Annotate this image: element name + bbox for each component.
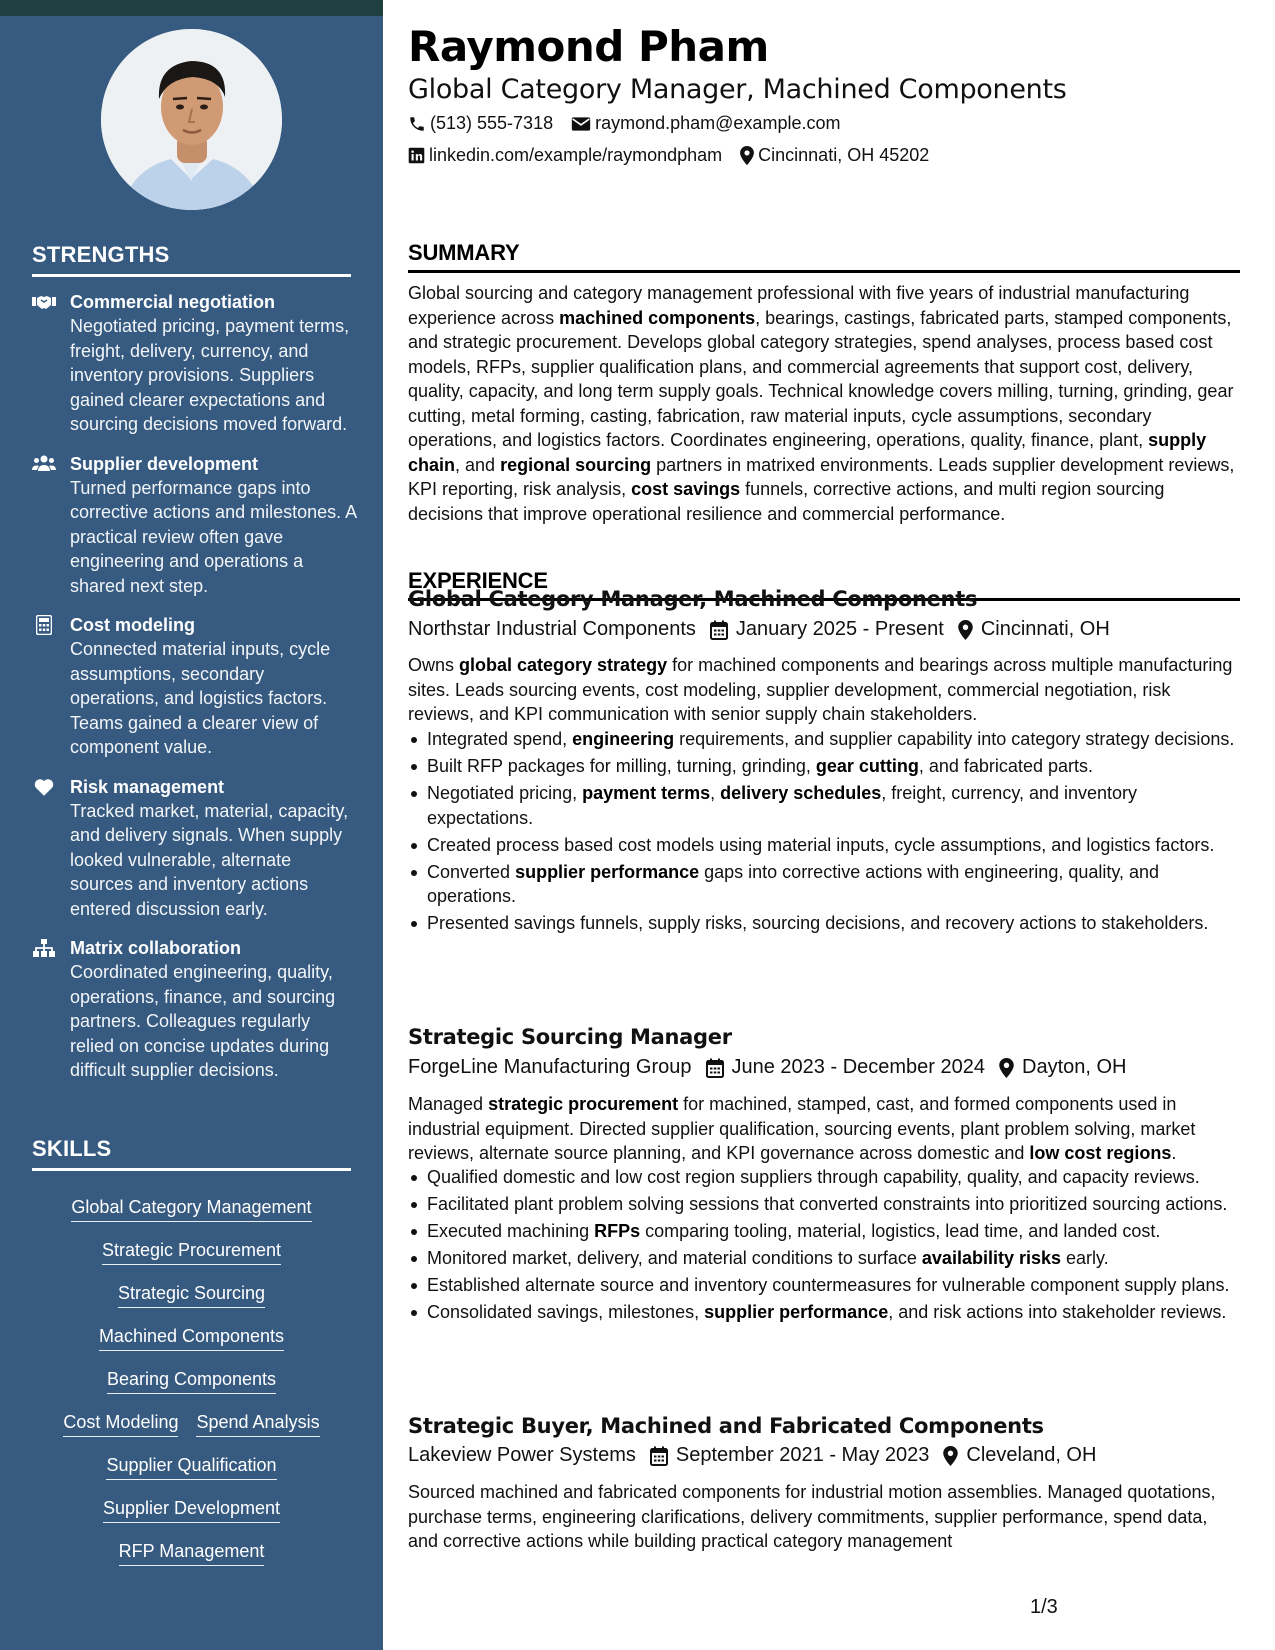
bullet-item: Executed machining RFPs comparing tooling, material, logistics, lead time, and landed cost. bbox=[408, 1219, 1240, 1244]
envelope-icon bbox=[571, 116, 591, 132]
phone-contact[interactable] bbox=[408, 113, 553, 134]
bullet-item: Qualified domestic and low cost region suppliers through capability, quality, and capacity reviews. bbox=[408, 1165, 1240, 1190]
skill-tag: Spend Analysis bbox=[196, 1411, 319, 1437]
sidebar-top-band bbox=[0, 0, 383, 16]
strength-item bbox=[32, 290, 357, 437]
job-location bbox=[958, 618, 1110, 641]
linkedin-text: linkedin.com/example/raymondpham bbox=[429, 145, 723, 165]
calendar-icon bbox=[710, 620, 736, 640]
email-text: raymond.pham@example.com bbox=[595, 113, 841, 133]
map-pin-icon bbox=[999, 1058, 1022, 1078]
job-location bbox=[943, 1444, 1096, 1467]
strength-title: Risk management bbox=[70, 776, 225, 797]
sidebar bbox=[0, 16, 383, 1650]
strengths-heading: STRENGTHS bbox=[32, 242, 351, 277]
job-location bbox=[999, 1056, 1126, 1079]
strength-title: Supplier development bbox=[70, 453, 259, 474]
bullet-item: Facilitated plant problem solving sessions that converted constraints into prioritized sourcing actions. bbox=[408, 1192, 1240, 1217]
strength-title: Matrix collaboration bbox=[70, 938, 242, 958]
location-text: Cincinnati, OH bbox=[980, 618, 1110, 640]
job-dates bbox=[706, 1056, 986, 1079]
email-contact[interactable] bbox=[571, 113, 840, 134]
bullet-item: Converted supplier performance gaps into corrective actions with engineering, quality, and operations. bbox=[408, 860, 1240, 909]
contact-line-1 bbox=[408, 113, 858, 134]
job-description: Owns global category strategy for machined components and bearings across multiple manufacturing sites. Leads sourcing events, cost modeling, supplier development, commercial negotiation, risk reviews, and KPI communication with senior supply chain stakeholders. bbox=[408, 655, 1233, 724]
strength-title: Cost modeling bbox=[70, 615, 195, 635]
strength-description: Connected material inputs, cycle assumptions, secondary operations, and logistics factors. Teams gained a clearer view of component value. bbox=[70, 639, 331, 757]
strength-description: Turned performance gaps into corrective actions and milestones. A practical review often gave engineering and operations a shared next step. bbox=[70, 477, 357, 596]
org-chart-icon bbox=[32, 938, 56, 958]
dates-text: June 2023 - December 2024 bbox=[731, 1056, 985, 1078]
candidate-title: Global Category Manager, Machined Components bbox=[408, 74, 1067, 105]
skill-row bbox=[32, 1411, 351, 1437]
bullet-item: Monitored market, delivery, and material conditions to surface availability risks early. bbox=[408, 1246, 1240, 1271]
job-meta bbox=[408, 1444, 1110, 1467]
skill-tag: Bearing Components bbox=[107, 1368, 276, 1394]
linkedin-contact[interactable] bbox=[408, 145, 722, 166]
job-meta bbox=[408, 618, 1124, 641]
bullet-item: Built RFP packages for milling, turning, grinding, gear cutting, and fabricated parts. bbox=[408, 754, 1240, 779]
skill-row bbox=[32, 1540, 351, 1566]
skill-tag: Supplier Qualification bbox=[106, 1454, 276, 1480]
candidate-name: Raymond Pham bbox=[408, 22, 769, 71]
job-description: Sourced machined and fabricated components for industrial motion assemblies. Managed quotations, purchase terms, engineering clarifications, delivery commitments, supplier performance, spend data, and corrective actions while building practical category management bbox=[408, 1482, 1216, 1551]
users-icon bbox=[32, 454, 56, 474]
heart-icon bbox=[32, 777, 56, 797]
bullet-item: Created process based cost models using material inputs, cycle assumptions, and logistics factors. bbox=[408, 833, 1240, 858]
skill-tag: Strategic Procurement bbox=[102, 1239, 281, 1265]
strength-item bbox=[32, 936, 357, 1083]
bullet-item: Presented savings funnels, supply risks, sourcing decisions, and recovery actions to stakeholders. bbox=[408, 911, 1240, 936]
calendar-icon bbox=[650, 1446, 676, 1466]
strength-description: Negotiated pricing, payment terms, freight, delivery, currency, and inventory provisions. Suppliers gained clearer expectations and sourcing decisions moved forward. bbox=[70, 316, 350, 434]
skill-tag: RFP Management bbox=[119, 1540, 265, 1566]
job-bullets bbox=[408, 727, 1240, 938]
bullet-item: Negotiated pricing, payment terms, delivery schedules, freight, currency, and inventory expectations. bbox=[408, 781, 1240, 830]
job-description: Managed strategic procurement for machined, stamped, cast, and formed components used in industrial equipment. Directed supplier qualification, sourcing events, plant problem solving, market reviews, alternate source planning, and KPI governance across domestic and low cost regions. bbox=[408, 1094, 1196, 1163]
strength-item bbox=[32, 775, 357, 922]
strengths-list bbox=[32, 290, 357, 1098]
map-pin-icon bbox=[958, 620, 981, 640]
skill-row bbox=[32, 1368, 351, 1394]
skill-tag: Supplier Development bbox=[103, 1497, 280, 1523]
strength-description: Coordinated engineering, quality, operations, finance, and sourcing partners. Colleagues regularly relied on concise updates during difficult supplier decisions. bbox=[70, 962, 336, 1080]
map-pin-icon bbox=[740, 146, 754, 165]
skill-tag: Global Category Management bbox=[71, 1196, 311, 1222]
job-dates bbox=[710, 618, 944, 641]
skill-row bbox=[32, 1196, 351, 1222]
summary-heading: SUMMARY bbox=[408, 240, 1240, 273]
job-title: Strategic Sourcing Manager bbox=[408, 1025, 732, 1049]
skills-list bbox=[32, 1196, 351, 1583]
strength-item bbox=[32, 613, 357, 760]
skill-row bbox=[32, 1454, 351, 1480]
strength-title: Commercial negotiation bbox=[70, 292, 276, 312]
bullet-item: Consolidated savings, milestones, supplier performance, and risk actions into stakeholder reviews. bbox=[408, 1300, 1240, 1325]
calendar-icon bbox=[706, 1058, 732, 1078]
bullet-item: Integrated spend, engineering requirements, and supplier capability into category strategy decisions. bbox=[408, 727, 1240, 752]
experience-heading: EXPERIENCE bbox=[408, 568, 1240, 601]
location-text: Cleveland, OH bbox=[966, 1444, 1097, 1466]
skill-row bbox=[32, 1239, 351, 1265]
skill-row bbox=[32, 1282, 351, 1308]
job-dates bbox=[650, 1444, 930, 1467]
location-text: Cincinnati, OH 45202 bbox=[758, 145, 930, 165]
page-number: 1/3 bbox=[1030, 1596, 1058, 1618]
skills-heading: SKILLS bbox=[32, 1136, 351, 1171]
map-pin-icon bbox=[943, 1446, 966, 1466]
phone-text: (513) 555-7318 bbox=[430, 113, 554, 133]
job-title: Strategic Buyer, Machined and Fabricated Components bbox=[408, 1414, 1044, 1438]
strength-item bbox=[32, 452, 357, 599]
calculator-icon bbox=[32, 615, 56, 635]
strength-description: Tracked market, material, capacity, and delivery signals. When supply looked vulnerable, alternate sources and inventory actions entered discussion early. bbox=[70, 800, 349, 919]
handshake-icon bbox=[32, 292, 56, 312]
dates-text: January 2025 - Present bbox=[735, 618, 944, 640]
bullet-item: Established alternate source and inventory countermeasures for vulnerable component supply plans. bbox=[408, 1273, 1240, 1298]
phone-icon bbox=[408, 115, 426, 133]
skill-tag: Strategic Sourcing bbox=[118, 1282, 265, 1308]
location-text: Dayton, OH bbox=[1022, 1056, 1127, 1078]
profile-photo bbox=[101, 29, 282, 210]
job-bullets bbox=[408, 1165, 1240, 1327]
dates-text: September 2021 - May 2023 bbox=[675, 1444, 930, 1466]
contact-line-2 bbox=[408, 145, 947, 166]
skill-row bbox=[32, 1325, 351, 1351]
skill-tag: Machined Components bbox=[99, 1325, 284, 1351]
job-meta bbox=[408, 1056, 1140, 1079]
company-name: Northstar Industrial Components bbox=[408, 618, 696, 640]
skill-tag: Cost Modeling bbox=[63, 1411, 178, 1437]
skill-row bbox=[32, 1497, 351, 1523]
company-name: ForgeLine Manufacturing Group bbox=[408, 1056, 692, 1078]
location-contact bbox=[740, 145, 929, 166]
job-title: Global Category Manager, Machined Components bbox=[408, 587, 978, 611]
linkedin-icon bbox=[408, 147, 425, 164]
summary-text: Global sourcing and category management professional with five years of industrial manufacturing experience across machined components, bearings, castings, fabricated parts, stamped components, and strategic procurement. Develops global category strategies, spend analyses, process based cost models, RFPs, supplier qualification plans, and commercial agreements that support cost, delivery, quality, capacity, and long term supply goals. Technical knowledge covers milling, turning, grinding, gear cutting, metal forming, casting, fabrication, raw material inputs, cycle assumptions, secondary operations, and logistics factors. Coordinates engineering, operations, quality, finance, plant, supply chain, and regional sourcing partners in matrixed environments. Leads supplier development reviews, KPI reporting, risk analysis, cost savings funnels, corrective actions, and multi region sourcing decisions that improve operational resilience and commercial performance. bbox=[408, 283, 1235, 524]
company-name: Lakeview Power Systems bbox=[408, 1444, 636, 1466]
